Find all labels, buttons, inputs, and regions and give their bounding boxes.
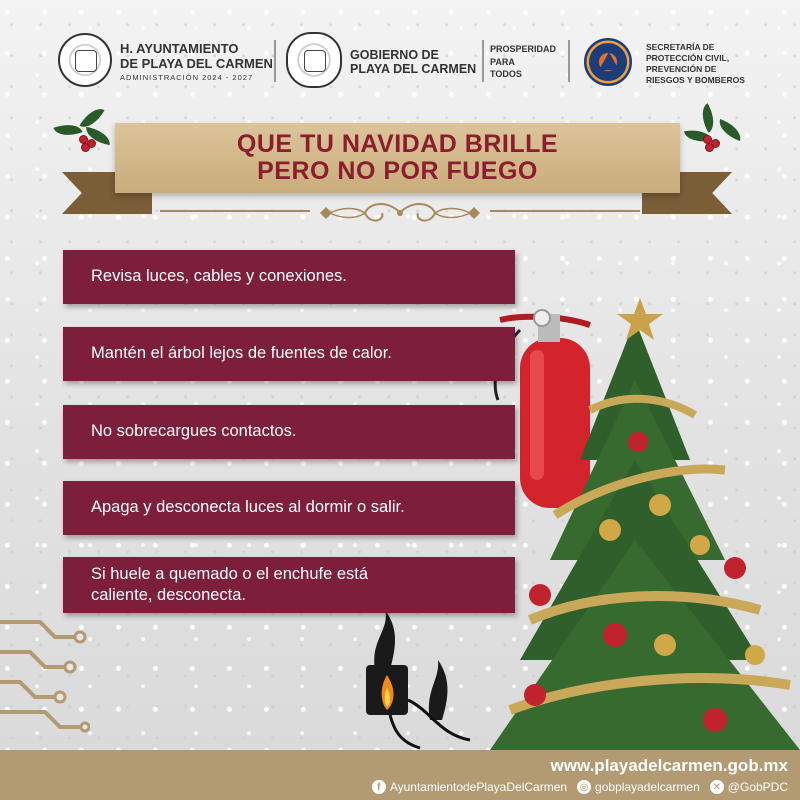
gold-divider-left: [160, 210, 310, 212]
x-handle: @GobPDC: [727, 780, 788, 794]
title-banner: [115, 123, 680, 193]
holly-icon: [685, 105, 745, 155]
website-link[interactable]: www.playadelcarmen.gob.mx: [550, 756, 788, 775]
header-divider: [482, 40, 484, 82]
scroll-ornament-icon: [310, 196, 490, 230]
header-divider: [274, 40, 276, 82]
footer: [0, 750, 800, 800]
gobierno-line2: PLAYA DEL CARMEN: [350, 62, 477, 77]
circuit-decoration-icon: [0, 612, 90, 742]
x-icon: ✕: [710, 780, 724, 794]
instagram-link[interactable]: [577, 780, 700, 794]
secretaria-name: [646, 42, 745, 86]
gobierno-line1: GOBIERNO DE: [350, 48, 439, 62]
holly-icon: [55, 105, 115, 155]
slogan-line2: PARA: [490, 56, 515, 67]
ayuntamiento-name: [120, 42, 273, 83]
tip-card: [63, 327, 515, 381]
proteccion-civil-logo-icon: [584, 38, 632, 86]
tip-text: No sobrecargues contactos.: [91, 422, 297, 441]
tip-text: Revisa luces, cables y conexiones.: [91, 267, 347, 286]
title-line2: PERO NO POR FUEGO: [257, 157, 538, 185]
ayuntamiento-line2: DE PLAYA DEL CARMEN: [120, 55, 273, 71]
instagram-handle: gobplayadelcarmen: [595, 780, 700, 794]
tip-text: Si huele a quemado o el enchufe está caliente, desconecta.: [91, 564, 369, 604]
secretaria-line1: SECRETARÍA DE: [646, 42, 715, 52]
facebook-icon: f: [372, 780, 386, 794]
secretaria-line4: RIESGOS Y BOMBEROS: [646, 75, 745, 86]
tip-card: [63, 481, 515, 535]
tip-card: [63, 250, 515, 304]
tip-card: [63, 557, 515, 613]
tip-text: Apaga y desconecta luces al dormir o salir.: [91, 498, 405, 517]
burning-outlet-icon: [360, 610, 480, 750]
facebook-handle: AyuntamientodePlayaDelCarmen: [389, 780, 568, 794]
title-line1: QUE TU NAVIDAD BRILLE: [236, 129, 559, 158]
x-link[interactable]: [710, 780, 788, 794]
ayuntamiento-line1: H. AYUNTAMIENTO: [120, 41, 239, 56]
header: [0, 0, 800, 118]
instagram-icon: ◎: [577, 780, 591, 794]
header-divider: [568, 40, 570, 82]
slogan-line1: PROSPERIDAD: [490, 44, 557, 54]
secretaria-line2: PROTECCIÓN CIVIL,: [646, 53, 730, 64]
tip-card: [63, 405, 515, 459]
facebook-link[interactable]: [372, 780, 567, 794]
slogan-line3: TODOS: [490, 69, 522, 80]
gobierno-name: [350, 48, 476, 77]
ayuntamiento-line3: ADMINISTRACIÓN 2024 - 2027: [120, 72, 254, 82]
slogan: [490, 43, 556, 81]
ayuntamiento-seal-icon: [58, 33, 112, 87]
social-links: [372, 780, 788, 794]
secretaria-line3: PREVENCIÓN DE: [646, 64, 717, 75]
gold-divider-right: [490, 210, 640, 212]
tip-text: Mantén el árbol lejos de fuentes de calor.: [91, 344, 392, 363]
gobierno-seal-icon: [286, 32, 342, 88]
